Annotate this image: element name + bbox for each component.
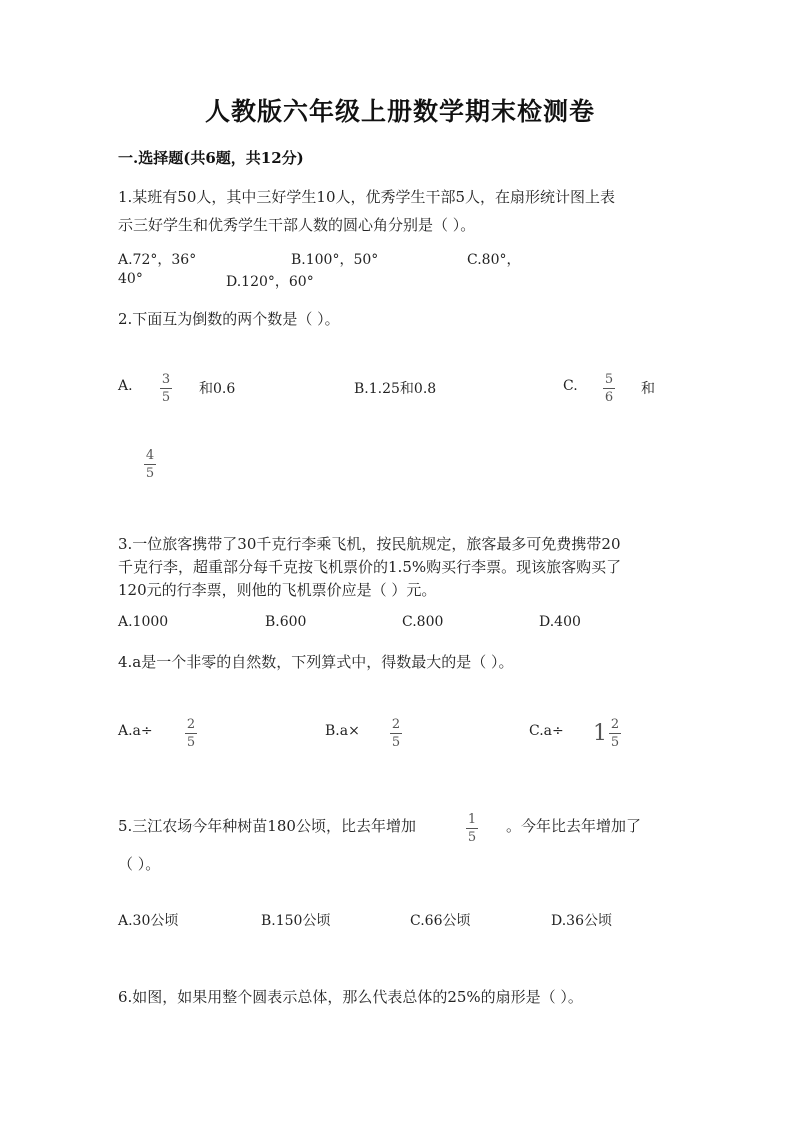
mixed-whole: 1: [593, 721, 607, 746]
q2-option-a-tail: 和0.6: [199, 381, 236, 397]
q2-option-c-tail: 和: [641, 381, 655, 397]
fraction-denominator: 6: [604, 390, 614, 405]
q5-stem-part1: 5.三江农场今年种树苗180公顷，比去年增加: [118, 817, 416, 835]
fraction-numerator: 3: [161, 372, 171, 387]
fraction-denominator: 5: [161, 390, 171, 405]
q5-option-c[interactable]: C.66公顷: [410, 913, 471, 929]
q3-option-b[interactable]: B.600: [265, 614, 307, 630]
fraction-denominator: 5: [467, 830, 477, 845]
fraction-bar: [609, 733, 621, 734]
q5-option-a[interactable]: A.30公顷: [118, 913, 179, 929]
fraction-bar: [390, 733, 402, 734]
q3-stem-line1: 3.一位旅客携带了30千克行李乘飞机，按民航规定，旅客最多可免费携带20: [118, 535, 621, 553]
q1-option-c-cont: 40°: [118, 271, 143, 287]
q1-stem-line2: 示三好学生和优秀学生干部人数的圆心角分别是（ ）。: [118, 216, 476, 234]
q3-stem-line3: 120元的行李票，则他的飞机票价应是（ ）元。: [118, 581, 437, 599]
q4-option-a-label: A.a÷: [118, 723, 153, 739]
fraction-numerator: 1: [467, 812, 477, 827]
section-heading: 一.选择题(共6题，共12分): [118, 149, 304, 167]
q4-option-b-label: B.a×: [325, 723, 360, 739]
q2-option-a-label: A.: [118, 378, 133, 394]
q3-option-d[interactable]: D.400: [539, 614, 581, 630]
q4-option-c-mixed-number: [593, 717, 621, 750]
fraction-bar: [603, 388, 615, 389]
fraction-bar: [185, 733, 197, 734]
fraction-numerator: 2: [186, 717, 196, 732]
q1-option-b[interactable]: B.100°，50°: [291, 252, 379, 268]
fraction-bar: [144, 464, 156, 465]
q5-option-d[interactable]: D.36公顷: [551, 913, 612, 929]
q5-option-b[interactable]: B.150公顷: [261, 913, 331, 929]
q4-option-c-label: C.a÷: [529, 723, 564, 739]
q5-fraction: [466, 812, 478, 845]
q1-stem-line1: 1.某班有50人，其中三好学生10人，优秀学生干部5人，在扇形统计图上表: [118, 188, 616, 206]
fraction-bar: [160, 388, 172, 389]
q2-stem: 2.下面互为倒数的两个数是（ ）。: [118, 310, 340, 328]
fraction-numerator: 2: [391, 717, 401, 732]
fraction-numerator: 5: [604, 372, 614, 387]
q2-option-a-fraction: [160, 372, 172, 405]
fraction-bar: [466, 828, 478, 829]
q3-option-a[interactable]: A.1000: [118, 614, 169, 630]
q2-option-b[interactable]: B.1.25和0.8: [354, 381, 437, 397]
q4-stem: 4.a是一个非零的自然数，下列算式中，得数最大的是（ ）。: [118, 653, 514, 671]
fraction-denominator: 5: [186, 735, 196, 750]
fraction-numerator: 2: [610, 717, 620, 732]
q4-option-a-fraction: [185, 717, 197, 750]
q1-option-a[interactable]: A.72°，36°: [118, 252, 197, 268]
fraction-numerator: 4: [145, 448, 155, 463]
q2-option-c-label: C.: [563, 378, 578, 394]
q3-stem-line2: 千克行李，超重部分每千克按飞机票价的1.5%购买行李票。现该旅客购买了: [118, 558, 622, 576]
q4-option-c-fraction: [609, 717, 621, 750]
fraction-denominator: 5: [610, 735, 620, 750]
q1-option-d[interactable]: D.120°，60°: [226, 274, 314, 290]
q2-option-c-fraction-2: [144, 448, 156, 481]
q2-option-c-fraction: [603, 372, 615, 405]
q6-stem: 6.如图，如果用整个圆表示总体，那么代表总体的25%的扇形是（ ）。: [118, 988, 583, 1006]
q1-option-c[interactable]: C.80°，: [467, 252, 521, 268]
q4-option-b-fraction: [390, 717, 402, 750]
q3-option-c[interactable]: C.800: [402, 614, 444, 630]
fraction-denominator: 5: [145, 466, 155, 481]
q5-stem-part2: 。今年比去年增加了: [506, 817, 642, 835]
page-title: 人教版六年级上册数学期末检测卷: [204, 97, 595, 126]
fraction-denominator: 5: [391, 735, 401, 750]
q5-stem-line2: （ ）。: [118, 855, 161, 873]
